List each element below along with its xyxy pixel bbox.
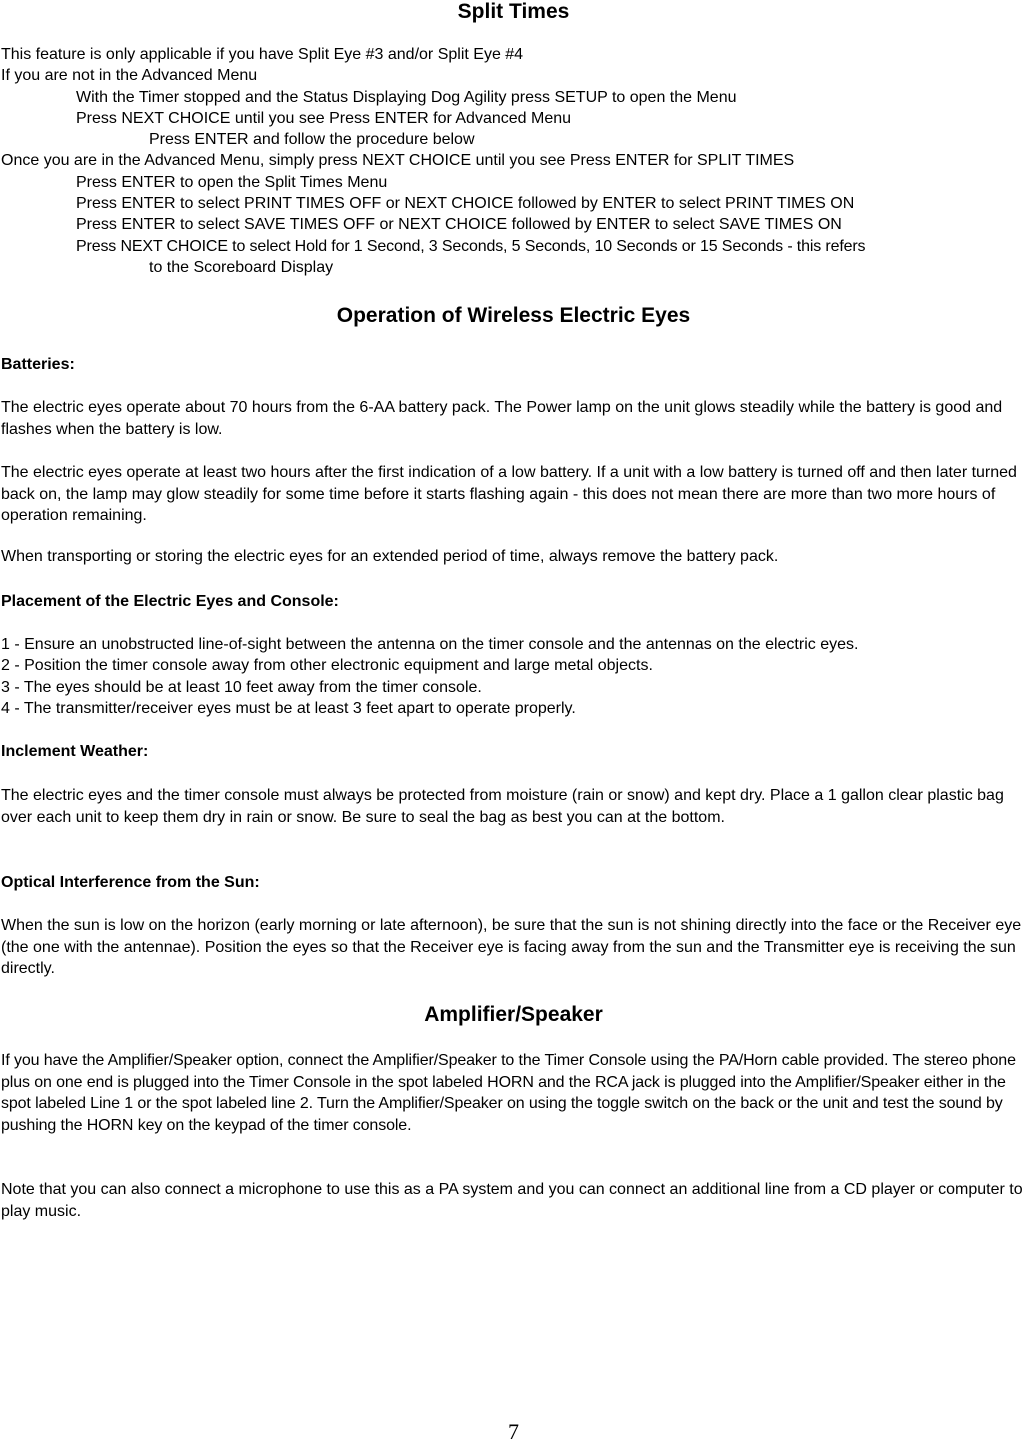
split-times-line: Press ENTER to open the Split Times Menu <box>76 174 388 191</box>
page-number: 7 <box>508 1419 519 1444</box>
batteries-paragraph: The electric eyes operate about 70 hours from the 6-AA battery pack. The Power lamp on the unit glows steadily while the battery is good and flashes when the battery is low. <box>1 399 1003 438</box>
split-times-line: Press NEXT CHOICE until you see Press ENTER for Advanced Menu <box>76 110 572 127</box>
split-times-line: Once you are in the Advanced Menu, simply press NEXT CHOICE until you see Press ENTER for SPLIT TIMES <box>1 152 795 169</box>
weather-paragraph: The electric eyes and the timer console must always be protected from moisture (rain or snow) and kept dry. Place a 1 gallon clear plastic bag over each unit to keep them dry in rain or snow. Be sure to seal the bag as best you can at the bottom. <box>1 787 1004 826</box>
placement-title: Placement of the Electric Eyes and Console: <box>1 593 339 610</box>
split-times-line: to the Scoreboard Display <box>149 259 334 276</box>
batteries-paragraph: The electric eyes operate at least two hours after the first indication of a low battery. If a unit with a low battery is turned off and then later turned back on, the lamp may glow steadily for some time before it starts flashing again - this does not mean there are more than two more hours of operation remaining. <box>1 464 1017 524</box>
batteries-title: Batteries: <box>1 356 75 373</box>
placement-item: 3 - The eyes should be at least 10 feet away from the timer console. <box>1 679 482 696</box>
split-times-line: If you are not in the Advanced Menu <box>1 67 258 84</box>
split-times-line: Press NEXT CHOICE to select Hold for 1 Second, 3 Seconds, 5 Seconds, 10 Seconds or 15 Seconds - this refers <box>76 238 866 255</box>
amplifier-heading: Amplifier/Speaker <box>424 1003 603 1026</box>
wireless-eyes-heading: Operation of Wireless Electric Eyes <box>336 304 691 327</box>
split-times-line: With the Timer stopped and the Status Displaying Dog Agility press SETUP to open the Menu <box>76 89 737 106</box>
placement-item: 4 - The transmitter/receiver eyes must be at least 3 feet apart to operate properly. <box>1 700 576 717</box>
placement-item: 1 - Ensure an unobstructed line-of-sight between the antenna on the timer console and the antennas on the electric eyes. <box>1 636 859 653</box>
split-times-line: Press ENTER to select SAVE TIMES OFF or NEXT CHOICE followed by ENTER to select SAVE TIMES ON <box>76 216 842 233</box>
split-times-line: This feature is only applicable if you have Split Eye #3 and/or Split Eye #4 <box>1 46 524 63</box>
batteries-paragraph: When transporting or storing the electric eyes for an extended period of time, always remove the battery pack. <box>1 548 779 565</box>
amplifier-paragraph: Note that you can also connect a microphone to use this as a PA system and you can connect an additional line from a CD player or computer to play music. <box>1 1181 1023 1220</box>
amplifier-paragraph: If you have the Amplifier/Speaker option, connect the Amplifier/Speaker to the Timer Console using the PA/Horn cable provided. The stereo phone plus on one end is plugged into the Timer Console in the spot labeled HORN and the RCA jack is plugged into the Amplifier/Speaker either in the spot labeled Line 1 or the spot labeled line 2. Turn the Amplifier/Speaker on using the toggle switch on the back or the unit and test the sound by pushing the HORN key on the keypad of the timer console. <box>1 1052 1016 1134</box>
sun-paragraph: When the sun is low on the horizon (early morning or late afternoon), be sure that the sun is not shining directly into the face or the Receiver eye (the one with the antennae). Position the eyes so that the Receiver eye is facing away from the sun and the Transmitter eye is receiving the sun directly. <box>1 917 1022 977</box>
sun-title: Optical Interference from the Sun: <box>1 874 260 891</box>
placement-item: 2 - Position the timer console away from other electronic equipment and large metal objects. <box>1 657 653 674</box>
split-times-line: Press ENTER and follow the procedure below <box>149 131 475 148</box>
weather-title: Inclement Weather: <box>1 743 149 760</box>
split-times-heading: Split Times <box>457 0 570 23</box>
split-times-line: Press ENTER to select PRINT TIMES OFF or NEXT CHOICE followed by ENTER to select PRINT TIMES ON <box>76 195 855 212</box>
